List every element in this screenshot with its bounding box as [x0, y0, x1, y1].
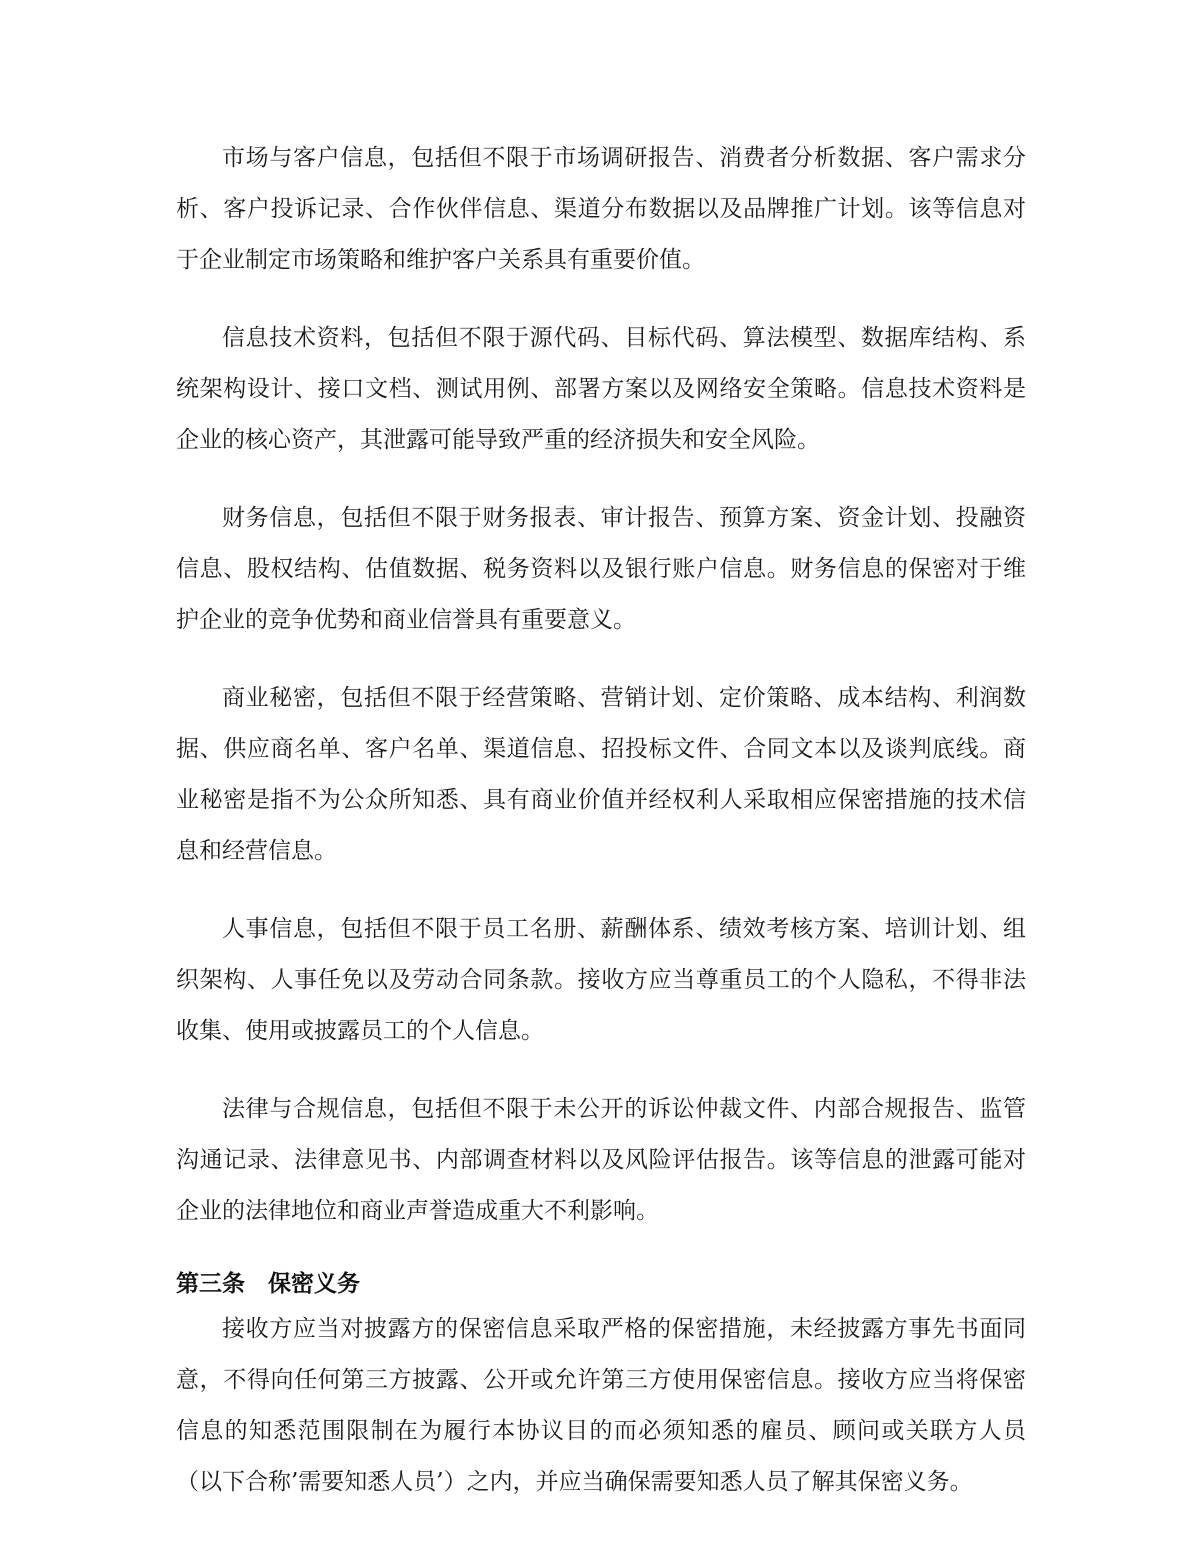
paragraph-confidentiality-obligation: 接收方应当对披露方的保密信息采取严格的保密措施，未经披露方事先书面同意，不得向任何第三方披露、公开或允许第三方使用保密信息。接收方应当将保密信息的知悉范围限制在为履行本协议目的而必须知悉的雇员、顾问或关联方人员（以下合称’需要知悉人员’）之内，并应当确保需要知悉人员了解其保密义务。: [176, 1316, 1026, 1495]
paragraph-personnel-info: 人事信息，包括但不限于员工名册、薪酬体系、绩效考核方案、培训计划、组织架构、人事任免以及劳动合同条款。接收方应当尊重员工的个人隐私，不得非法收集、使用或披露员工的个人信息。: [176, 916, 1026, 1044]
document-body: [176, 133, 1026, 1535]
section-title: 保密义务: [268, 1271, 360, 1297]
paragraph-it-materials: 信息技术资料，包括但不限于源代码、目标代码、算法模型、数据库结构、系统架构设计、接口文档、测试用例、部署方案以及网络安全策略。信息技术资料是企业的核心资产，其泄露可能导致严重的经济损失和安全风险。: [176, 325, 1026, 453]
paragraph-trade-secrets: 商业秘密，包括但不限于经营策略、营销计划、定价策略、成本结构、利润数据、供应商名单、客户名单、渠道信息、招投标文件、合同文本以及谈判底线。商业秘密是指不为公众所知悉、具有商业价值并经权利人采取相应保密措施的技术信息和经营信息。: [176, 685, 1026, 864]
section-heading: [176, 1264, 1026, 1304]
section-number: 第三条: [176, 1271, 245, 1297]
paragraph-financial-info: 财务信息，包括但不限于财务报表、审计报告、预算方案、资金计划、投融资信息、股权结构、估值数据、税务资料以及银行账户信息。财务信息的保密对于维护企业的竞争优势和商业信誉具有重要意义。: [176, 505, 1026, 633]
paragraph-legal-compliance-info: 法律与合规信息，包括但不限于未公开的诉讼仲裁文件、内部合规报告、监管沟通记录、法律意见书、内部调查材料以及风险评估报告。该等信息的泄露可能对企业的法律地位和商业声誉造成重大不利影响。: [176, 1096, 1026, 1224]
paragraph-market-customer-info: 市场与客户信息，包括但不限于市场调研报告、消费者分析数据、客户需求分析、客户投诉记录、合作伙伴信息、渠道分布数据以及品牌推广计划。该等信息对于企业制定市场策略和维护客户关系具有重要价值。: [176, 145, 1026, 273]
